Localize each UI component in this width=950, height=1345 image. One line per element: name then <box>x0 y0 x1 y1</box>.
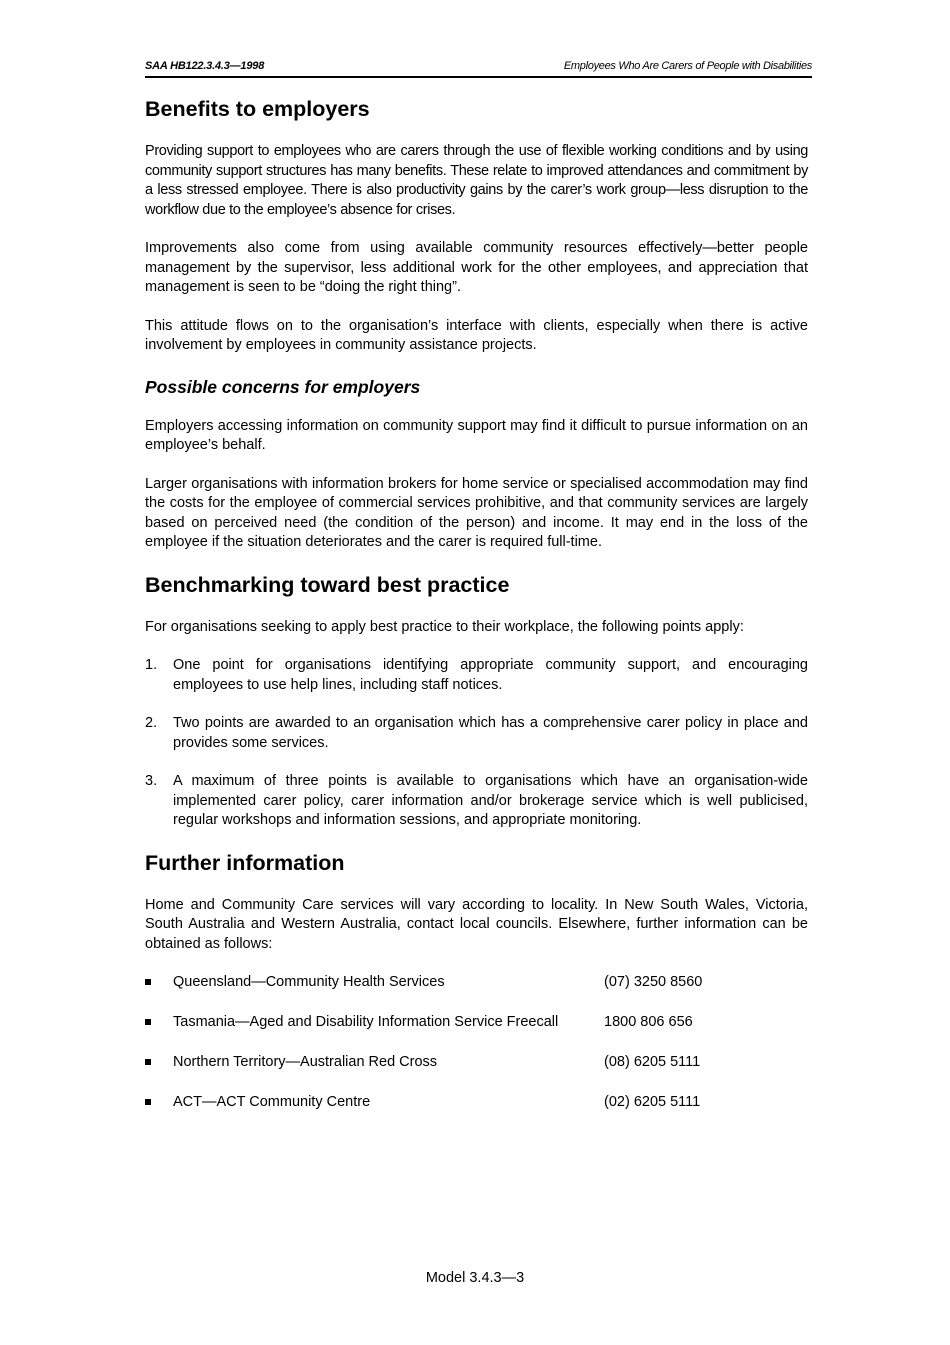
contact-phone: (08) 6205 5111 <box>604 1054 701 1070</box>
list-item <box>145 714 808 753</box>
list-number: 1. <box>145 657 158 673</box>
heading-further-information: Further information <box>145 850 345 875</box>
list-item <box>145 656 808 695</box>
benchmarking-intro: For organisations seeking to apply best practice to their workplace, the following points apply: <box>145 618 744 635</box>
list-item <box>145 772 808 831</box>
list-text: A maximum of three points is available to organisations which have an organisation-wide implemented carer policy, carer information and/or brokerage service which is well publicised, regular workshops and information sessions, and appropriate monitoring. <box>173 773 808 828</box>
contact-item <box>145 973 808 993</box>
concerns-paragraph-2: Larger organisations with information brokers for home service or specialised accommodation may find the costs for the employee of commercial services prohibitive, and that community services are largely based on perceived need (the condition of the person) and income. It may end in the loss of the employee if the situation deteriorates and the carer is required full-time. <box>145 475 808 550</box>
contact-phone: (02) 6205 5111 <box>604 1094 701 1110</box>
contact-phone: (07) 3250 8560 <box>604 974 703 990</box>
heading-concerns: Possible concerns for employers <box>145 376 421 397</box>
page-header <box>145 58 812 78</box>
heading-benchmarking: Benchmarking toward best practice <box>145 572 510 597</box>
contact-item <box>145 1093 808 1113</box>
page-content <box>145 96 808 1133</box>
concerns-paragraph-1: Employers accessing information on community support may find it difficult to pursue information on an employee’s behalf. <box>145 417 808 453</box>
benefits-paragraph-1: Providing support to employees who are carers through the use of flexible working conditions and by using community support structures has many benefits. These relate to improved attendances and commitment by a less stressed employee. There is also productivity gains by the carer’s work group—less disruption to the workflow due to the employee’s absence for crises. <box>145 143 808 218</box>
contact-item <box>145 1053 808 1073</box>
list-number: 3. <box>145 773 158 789</box>
contact-name: Tasmania—Aged and Disability Information Service Freecall <box>173 1014 559 1030</box>
contact-item <box>145 1013 808 1033</box>
page-footer: Model 3.4.3—3 <box>425 1270 525 1286</box>
contact-name: ACT—ACT Community Centre <box>173 1094 371 1110</box>
further-intro: Home and Community Care services will vary according to locality. In New South Wales, Victoria, South Australia and Western Australia, contact local councils. Elsewhere, further information can be obtained as follows: <box>145 896 808 952</box>
square-bullet-icon <box>145 1019 151 1025</box>
square-bullet-icon <box>145 1099 151 1105</box>
contact-phone: 1800 806 656 <box>604 1014 693 1030</box>
square-bullet-icon <box>145 1059 151 1065</box>
contact-list <box>145 973 808 1113</box>
benefits-paragraph-2: Improvements also come from using available community resources effectively—better people management by the supervisor, less additional work for the other employees, and appreciation that management is seen to be “doing the right thing”. <box>145 240 808 295</box>
contact-name: Queensland—Community Health Services <box>173 974 445 990</box>
list-text: One point for organisations identifying appropriate community support, and encouraging employees to use help lines, including staff notices. <box>173 657 808 693</box>
list-text: Two points are awarded to an organisation which has a comprehensive carer policy in place and provides some services. <box>173 715 808 751</box>
heading-benefits: Benefits to employers <box>145 97 370 121</box>
list-number: 2. <box>145 715 158 731</box>
benefits-paragraph-3: This attitude flows on to the organisation’s interface with clients, especially when there is active involvement by employees in community assistance projects. <box>145 317 808 353</box>
benchmarking-points <box>145 656 808 831</box>
square-bullet-icon <box>145 979 151 985</box>
document-code: SAA HB122.3.4.3—1998 <box>145 60 265 72</box>
document-title: Employees Who Are Carers of People with Disabilities <box>563 60 812 72</box>
contact-name: Northern Territory—Australian Red Cross <box>173 1054 438 1070</box>
